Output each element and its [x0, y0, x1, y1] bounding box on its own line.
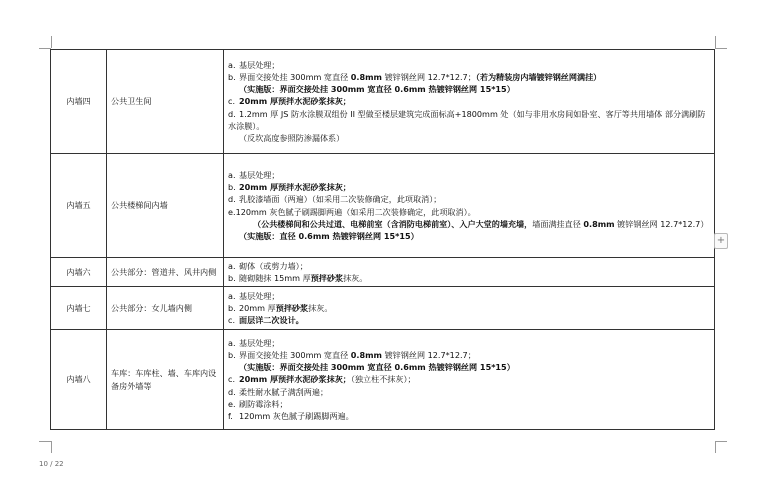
spec-line [228, 218, 711, 230]
spec-line [228, 230, 711, 242]
wall-id-cell: 内墙八 [51, 330, 107, 430]
item-marker: d. [228, 194, 236, 205]
spec-line [228, 337, 711, 349]
spec-line [228, 193, 711, 205]
wall-id-cell: 内墙四 [51, 50, 107, 154]
table-row [51, 258, 715, 287]
spec-cell [224, 287, 715, 330]
spec-cell [224, 50, 715, 154]
spec-text: 0.8mm [583, 218, 615, 229]
spec-line [228, 290, 711, 302]
item-marker: b. [228, 182, 236, 193]
wall-id-cell: 内墙五 [51, 154, 107, 258]
spec-line [228, 302, 711, 314]
spec-text: 界面交接处挂 300mm 宽直径 [239, 350, 351, 361]
crop-mark [39, 441, 51, 442]
spec-text: 墙面满挂直径 [532, 218, 584, 229]
spec-line [228, 108, 711, 132]
item-marker: b. [228, 350, 236, 361]
spec-line [228, 132, 711, 144]
spec-text: （独立柱不抹灰）； [350, 374, 416, 385]
spec-cell [224, 330, 715, 430]
item-marker: a. [228, 338, 236, 349]
spec-text: 抹灰。 [308, 302, 333, 313]
location-cell: 公共楼梯间内墙 [107, 154, 224, 258]
wall-spec-table [50, 49, 715, 430]
spec-text: 乳胶漆墙面（两遍）（如采用二次装修确定，此项取消）； [239, 194, 442, 205]
spec-text: 120mm 灰色腻子刷踢脚两遍（如采用二次装修确定，此项取消）。 [235, 206, 476, 217]
item-marker: f. [228, 410, 233, 421]
spec-text: 刷防霉涂料； [239, 398, 288, 409]
spec-line [228, 181, 711, 193]
item-marker: a. [228, 260, 236, 271]
crop-mark [51, 36, 52, 48]
spec-text: 镀锌钢丝网 12.7*12.7； [382, 72, 476, 83]
item-marker: c. [228, 315, 236, 326]
spec-text: 1.2mm 厚 JS 防水涂膜双组份 II 型做至楼层建筑完成面标高+1800mm 处（如与非用水房间如卧室、客厅等共用墙体 部分满刷防水涂膜）。 [228, 108, 706, 131]
spec-text: 20mm 厚预拌水泥砂浆抹灰； [239, 182, 351, 193]
item-marker: e. [228, 206, 236, 217]
spec-text: （实施版：界面交接处挂 300mm 宽直径 0.6mm 热镀锌钢丝网 15*15） [239, 84, 515, 95]
crop-mark [715, 441, 716, 453]
spec-text: 随砌随抹 15mm 厚 [239, 273, 311, 283]
spec-line [228, 95, 711, 107]
spec-text: 预拌砂浆 [310, 273, 344, 283]
item-marker: d. [228, 108, 236, 119]
spec-text: 抹灰。 [343, 273, 368, 283]
spec-text: （实施版：界面交接处挂 300mm 宽直径 0.6mm 热镀锌钢丝网 15*15） [239, 362, 515, 373]
spec-text: 20mm 厚预拌水泥砂浆抹灰； [239, 96, 351, 107]
spec-text: （实施版：直径 0.6mm 热镀锌钢丝网 15*15） [239, 230, 419, 241]
spec-text: 面层详二次设计。 [239, 315, 304, 326]
crop-mark [51, 441, 52, 453]
table-row [51, 154, 715, 258]
crop-mark [715, 36, 716, 48]
wall-id-cell: 内墙六 [51, 258, 107, 287]
spec-text: （公共楼梯间和公共过道、电梯前室（含消防电梯前室）、入户大堂的墙充墙， [253, 218, 533, 229]
spec-line [228, 314, 711, 326]
crop-mark [715, 441, 727, 442]
spec-line [228, 260, 711, 272]
item-marker: a. [228, 170, 236, 181]
spec-text: 20mm 厚预拌水泥砂浆抹灰； [239, 374, 351, 385]
spec-line [228, 169, 711, 181]
spec-line [228, 386, 711, 398]
spec-text: 基层处理； [239, 290, 280, 301]
location-cell: 公共卫生间 [107, 50, 224, 154]
spec-text: 0.8mm [350, 72, 382, 83]
spec-line [228, 361, 711, 373]
location-cell: 车库：车库柱、墙、车库内设备房外墙等 [107, 330, 224, 430]
spec-text: 120mm 灰色腻子刷踢脚两遍。 [239, 410, 354, 421]
crop-mark [715, 48, 727, 49]
spec-text: （若为精装房内墙镀锌钢丝网满挂） [475, 72, 602, 83]
table-row [51, 287, 715, 330]
item-marker: c. [228, 96, 236, 107]
spec-cell [224, 258, 715, 287]
spec-text: 界面交接处挂 300mm 宽直径 [239, 72, 351, 83]
spec-line [228, 59, 711, 71]
spec-cell [224, 154, 715, 258]
spec-line [228, 410, 711, 422]
add-button[interactable]: + [714, 233, 728, 249]
spec-text: 预拌砂浆 [275, 302, 309, 313]
spec-line [228, 83, 711, 95]
item-marker: e. [228, 398, 236, 409]
spec-text: 20mm 厚 [239, 302, 276, 313]
location-cell: 公共部分：管道井、风井内侧 [107, 258, 224, 287]
spec-line [228, 373, 711, 385]
spec-line [228, 398, 711, 410]
spec-text: 镀锌钢丝网 12.7*12.7； [382, 350, 476, 361]
item-marker: a. [228, 60, 236, 71]
spec-line [228, 206, 711, 218]
page-number: 10 / 22 [39, 460, 64, 468]
spec-text: 基层处理； [239, 338, 280, 349]
spec-text: 基层处理； [239, 60, 280, 71]
item-marker: a. [228, 290, 236, 301]
spec-text: 柔性耐水腻子满刮两遍； [239, 386, 329, 397]
table-row [51, 50, 715, 154]
item-marker: b. [228, 302, 236, 313]
spec-text: 基层处理； [239, 170, 280, 181]
spec-line [228, 272, 711, 284]
spec-text: （反坎高度参照防渗漏体系） [239, 132, 345, 143]
spec-text: 0.8mm [350, 350, 382, 361]
item-marker: d. [228, 386, 236, 397]
item-marker: c. [228, 374, 236, 385]
location-cell: 公共部分：女儿墙内侧 [107, 287, 224, 330]
spec-line [228, 349, 711, 361]
spec-line [228, 71, 711, 83]
wall-id-cell: 内墙七 [51, 287, 107, 330]
table-row [51, 330, 715, 430]
item-marker: b. [228, 72, 236, 83]
spec-text: 镀锌钢丝网 12.7*12.7） [614, 218, 709, 229]
spec-text: 砌体（或剪力墙）； [239, 260, 308, 271]
item-marker: b. [228, 273, 236, 283]
